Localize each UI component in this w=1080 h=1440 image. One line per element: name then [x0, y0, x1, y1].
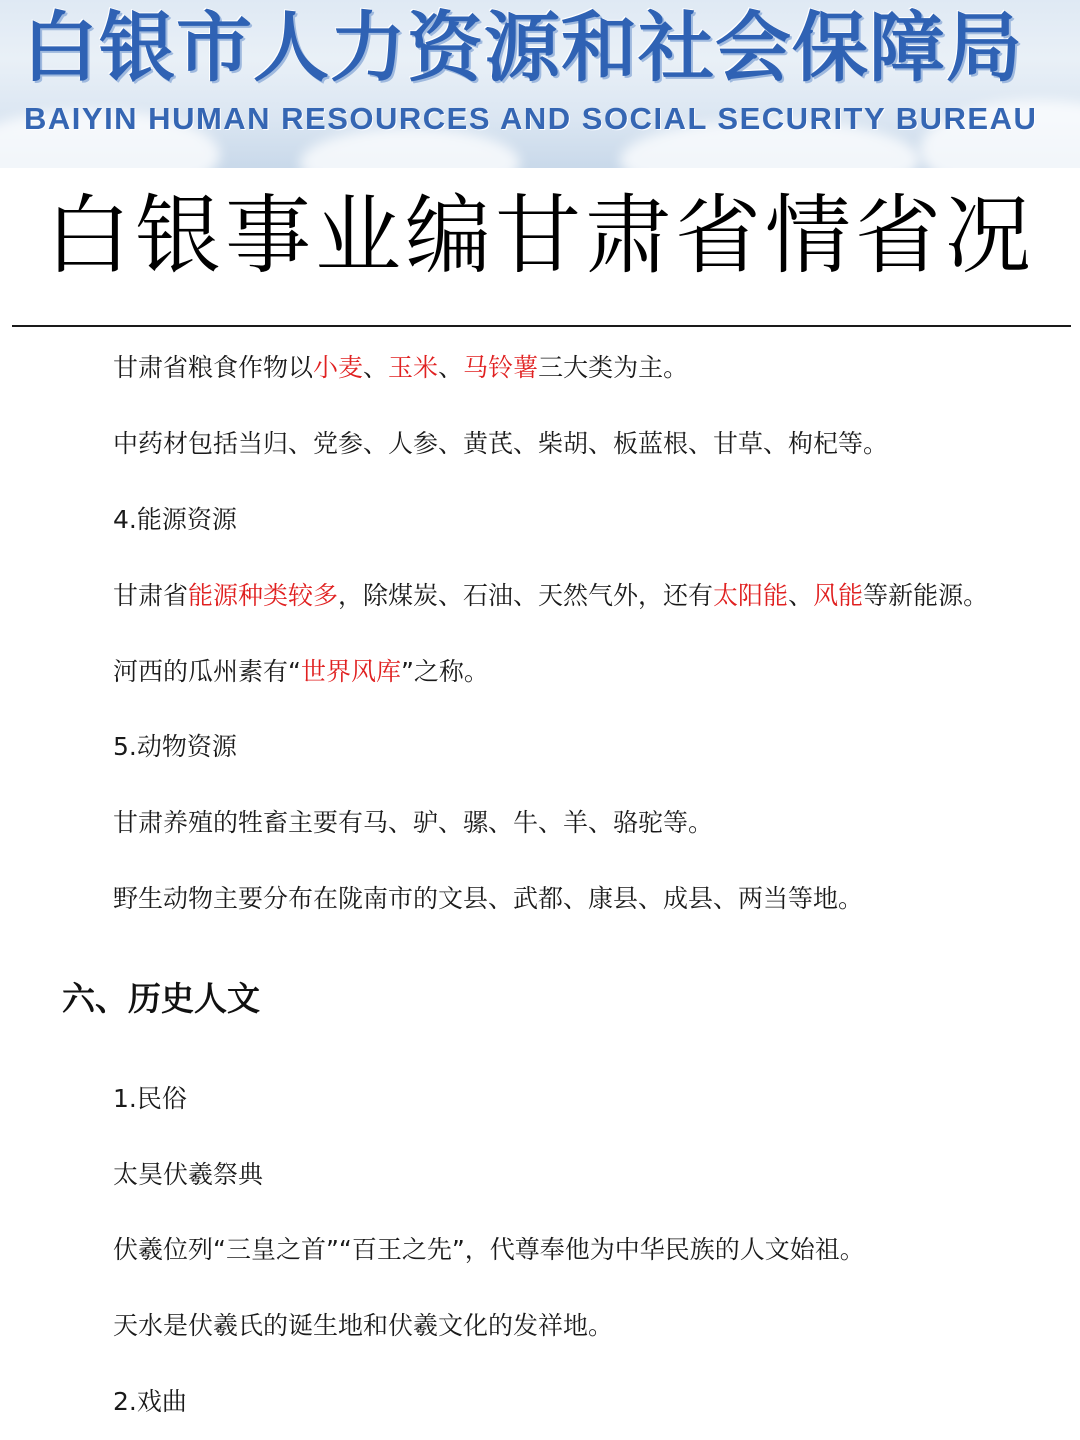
- grain-suffix: 三大类为主。: [538, 353, 689, 382]
- separator: 、: [788, 581, 814, 610]
- title-divider: [12, 325, 1071, 327]
- folk-heading: 1.民俗: [113, 1084, 187, 1113]
- energy-prefix: 甘肃省: [113, 581, 189, 610]
- highlight-corn: 玉米: [388, 353, 439, 382]
- opera-heading: 2.戏曲: [113, 1387, 187, 1416]
- bureau-name-en: BAIYIN HUMAN RESOURCES AND SOCIAL SECURITY BUREAU: [24, 101, 1038, 136]
- bureau-name-cn: 白银市人力资源和社会保障局: [22, 3, 1023, 92]
- page-title: 白银事业编甘肃省情省况: [45, 186, 1035, 286]
- highlight-solar: 太阳能: [713, 581, 789, 610]
- grain-prefix: 甘肃省粮食作物以: [113, 353, 314, 382]
- fuxi-title: 太昊伏羲祭典: [113, 1160, 264, 1189]
- header-banner: [0, 0, 1080, 168]
- energy-suffix: 等新能源。: [863, 581, 989, 610]
- herbs-paragraph: 中药材包括当归、党参、人参、黄芪、柴胡、板蓝根、甘草、枸杞等。: [113, 429, 889, 458]
- highlight-wheat: 小麦: [313, 353, 364, 382]
- fuxi-paragraph: 伏羲位列“三皇之首”“百王之先”，代尊奉他为中华民族的人文始祖。: [113, 1235, 865, 1264]
- wind-prefix: 河西的瓜州素有“: [113, 657, 301, 686]
- energy-heading: 4.能源资源: [113, 505, 237, 534]
- wind-paragraph: [113, 654, 489, 690]
- highlight-energy-variety: 能源种类较多: [188, 581, 339, 610]
- livestock-paragraph: 甘肃养殖的牲畜主要有马、驴、骡、牛、羊、骆驼等。: [113, 808, 714, 837]
- energy-middle: ，除煤炭、石油、天然气外，还有: [338, 581, 714, 610]
- grain-paragraph: [113, 350, 688, 386]
- highlight-wind: 风能: [813, 581, 864, 610]
- highlight-world-wind-library: 世界风库: [300, 657, 401, 686]
- animal-heading: 5.动物资源: [113, 732, 237, 761]
- highlight-potato: 马铃薯: [463, 353, 539, 382]
- energy-paragraph: [113, 578, 988, 614]
- separator: 、: [438, 353, 464, 382]
- wind-suffix: ”之称。: [400, 657, 489, 686]
- wildlife-paragraph: 野生动物主要分布在陇南市的文县、武都、康县、成县、两当等地。: [113, 884, 864, 913]
- tianshui-paragraph: 天水是伏羲氏的诞生地和伏羲文化的发祥地。: [113, 1311, 614, 1340]
- separator: 、: [363, 353, 389, 382]
- section-heading: 六、历史人文: [62, 979, 260, 1018]
